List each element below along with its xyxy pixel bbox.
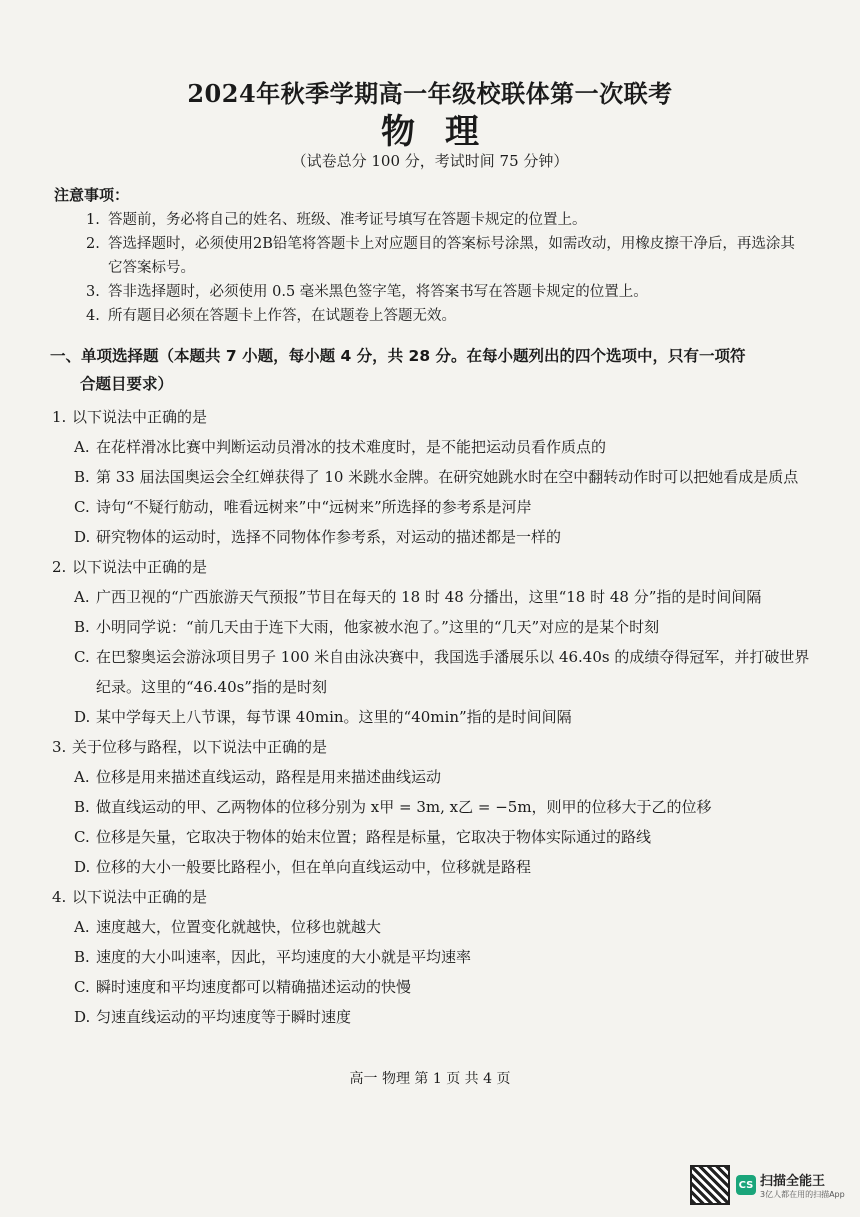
option-c <box>52 642 812 702</box>
notice-item <box>86 208 806 232</box>
subject-title: 物理 <box>381 112 509 152</box>
option-letter: A. <box>74 768 90 786</box>
question-number: 4. <box>52 888 67 906</box>
option-text: 做直线运动的甲、乙两物体的位移分别为 x甲 = 3m, x乙 = −5m，则甲的位移大于乙的位移 <box>96 798 712 816</box>
option-c <box>52 492 812 522</box>
exam-title: 2024年秋季学期高一年级校联体第一次联考 <box>187 79 673 108</box>
option-text: 位移的大小一般要比路程小，但在单向直线运动中，位移就是路程 <box>96 858 532 876</box>
option-d <box>52 852 812 882</box>
notice-number: 2. <box>86 236 100 252</box>
section-heading-line1: 一、单项选择题（本题共 7 小题，每小题 4 分，共 28 分。在每小题列出的四个选项中，只有一项符 <box>50 347 746 365</box>
notice-item <box>86 304 806 328</box>
option-letter: D. <box>74 858 91 876</box>
question-number: 2. <box>52 558 67 576</box>
option-letter: D. <box>74 708 91 726</box>
option-letter: D. <box>74 528 91 546</box>
option-b <box>52 792 812 822</box>
notice-text: 答选择题时，必须使用2B铅笔将答题卡上对应题目的答案标号涂黑，如需改动，用橡皮擦干净后，再选涂其它答案标号。 <box>108 236 795 276</box>
option-b <box>52 612 812 642</box>
option-text: 第 33 届法国奥运会全红婵获得了 10 米跳水金牌。在研究她跳水时在空中翻转动作时可以把她看成是质点 <box>96 468 799 486</box>
option-text: 研究物体的运动时，选择不同物体作参考系，对运动的描述都是一样的 <box>96 528 562 546</box>
scanner-watermark <box>690 1160 850 1210</box>
question-4 <box>52 882 812 1032</box>
option-a <box>52 912 812 942</box>
option-letter: B. <box>74 948 90 966</box>
notice-item <box>86 280 806 304</box>
option-text: 诗句“不疑行舫动，唯看远树来”中“远树来”所选择的参考系是河岸 <box>96 498 532 516</box>
option-d <box>52 522 812 552</box>
option-letter: C. <box>74 978 90 996</box>
option-text: 广西卫视的“广西旅游天气预报”节目在每天的 18 时 48 分播出，这里“18 时 48 分”指的是时间间隔 <box>96 588 762 606</box>
notice-list <box>86 208 806 328</box>
notice-item <box>86 232 806 280</box>
section-heading <box>50 342 810 398</box>
camscanner-logo-icon: CS <box>736 1175 756 1195</box>
option-letter: A. <box>74 438 90 456</box>
option-letter: C. <box>74 828 90 846</box>
question-stem: 以下说法中正确的是 <box>72 558 208 576</box>
option-letter: B. <box>74 798 90 816</box>
option-letter: B. <box>74 618 90 636</box>
notice-title: 注意事项： <box>54 186 130 204</box>
option-text: 瞬时速度和平均速度都可以精确描述运动的快慢 <box>96 978 412 996</box>
option-text: 某中学每天上八节课，每节课 40min。这里的“40min”指的是时间间隔 <box>96 708 572 726</box>
notice-text: 所有题目必须在答题卡上作答，在试题卷上答题无效。 <box>108 308 456 324</box>
notice-number: 4. <box>86 308 100 324</box>
option-text: 位移是矢量，它取决于物体的始末位置；路程是标量，它取决于物体实际通过的路线 <box>96 828 652 846</box>
option-letter: B. <box>74 468 90 486</box>
question-3 <box>52 732 812 882</box>
option-c <box>52 972 812 1002</box>
option-c <box>52 822 812 852</box>
option-letter: A. <box>74 918 90 936</box>
scanner-tagline: 3亿人都在用的扫描App <box>760 1190 845 1199</box>
option-d <box>52 1002 812 1032</box>
notice-text: 答非选择题时，必须使用 0.5 毫米黑色签字笔，将答案书写在答题卡规定的位置上。 <box>108 284 648 300</box>
option-text: 位移是用来描述直线运动，路程是用来描述曲线运动 <box>96 768 442 786</box>
notice-number: 1. <box>86 212 100 228</box>
question-1 <box>52 402 812 552</box>
page-footer: 高一 物理 第 1 页 共 4 页 <box>349 1071 511 1087</box>
option-b <box>52 942 812 972</box>
notice-number: 3. <box>86 284 100 300</box>
question-stem: 关于位移与路程，以下说法中正确的是 <box>72 738 328 756</box>
option-a <box>52 582 812 612</box>
option-letter: D. <box>74 1008 91 1026</box>
question-2 <box>52 552 812 732</box>
exam-meta: （试卷总分 100 分，考试时间 75 分钟） <box>291 152 569 170</box>
option-text: 速度越大，位置变化就越快，位移也就越大 <box>96 918 382 936</box>
option-b <box>52 462 812 492</box>
option-d <box>52 702 812 732</box>
notice-text: 答题前，务必将自己的姓名、班级、准考证号填写在答题卡规定的位置上。 <box>108 212 587 228</box>
option-letter: C. <box>74 648 90 666</box>
question-stem: 以下说法中正确的是 <box>72 888 208 906</box>
option-text: 小明同学说：“前几天由于连下大雨，他家被水泡了。”这里的“几天”对应的是某个时刻 <box>96 618 660 636</box>
question-number: 1. <box>52 408 67 426</box>
option-text: 在巴黎奥运会游泳项目男子 100 米自由泳决赛中，我国选手潘展乐以 46.40s 的成绩夺得冠军，并打破世界纪录。这里的“46.40s”指的是时刻 <box>96 648 810 696</box>
question-number: 3. <box>52 738 67 756</box>
option-text: 匀速直线运动的平均速度等于瞬时速度 <box>96 1008 352 1026</box>
qr-code-icon <box>690 1165 730 1205</box>
option-letter: C. <box>74 498 90 516</box>
option-a <box>52 432 812 462</box>
option-text: 速度的大小叫速率，因此，平均速度的大小就是平均速率 <box>96 948 472 966</box>
question-list <box>52 402 812 1032</box>
question-stem: 以下说法中正确的是 <box>72 408 208 426</box>
option-letter: A. <box>74 588 90 606</box>
option-a <box>52 762 812 792</box>
scanner-app-name: 扫描全能王 <box>760 1174 826 1189</box>
option-text: 在花样滑冰比赛中判断运动员滑冰的技术难度时，是不能把运动员看作质点的 <box>96 438 607 456</box>
section-heading-line2: 合题目要求） <box>80 375 174 393</box>
